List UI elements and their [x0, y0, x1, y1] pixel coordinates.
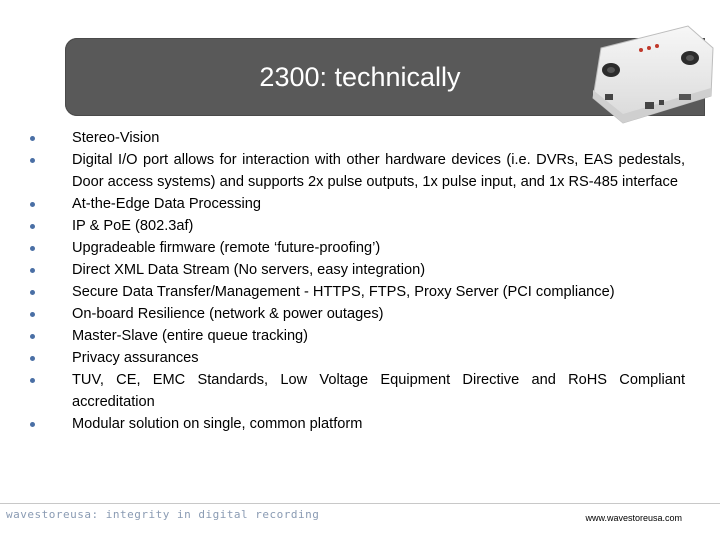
bullet-icon [30, 378, 35, 383]
list-item: Upgradeable firmware (remote ‘future-proofing’) [30, 237, 685, 259]
bullet-icon [30, 158, 35, 163]
feature-bullet-list [30, 127, 685, 435]
bullet-icon [30, 224, 35, 229]
list-item: At-the-Edge Data Processing [30, 193, 685, 215]
list-item: Secure Data Transfer/Management - HTTPS, FTPS, Proxy Server (PCI compliance) [30, 281, 685, 303]
list-item: TUV, CE, EMC Standards, Low Voltage Equipment Directive and RoHS Compliant accreditation [30, 369, 685, 413]
list-item: Master-Slave (entire queue tracking) [30, 325, 685, 347]
footer-logo [6, 508, 319, 521]
bullet-icon [30, 356, 35, 361]
bullet-icon [30, 136, 35, 141]
list-item: Privacy assurances [30, 347, 685, 369]
footer-divider [0, 503, 720, 504]
stereo-camera-device-image [583, 18, 718, 130]
list-item: Modular solution on single, common platform [30, 413, 685, 435]
list-item: Digital I/O port allows for interaction with other hardware devices (i.e. DVRs, EAS pedestals, Door access systems) and supports 2x pulse outputs, 1x pulse input, and 1x RS-485 interface [30, 149, 685, 193]
bullet-icon [30, 246, 35, 251]
footer-brand: wavestoreusa [6, 508, 92, 521]
footer-url: www.wavestoreusa.com [585, 513, 682, 523]
footer-tagline: : integrity in digital recording [91, 508, 320, 521]
list-item: Direct XML Data Stream (No servers, easy integration) [30, 259, 685, 281]
bullet-icon [30, 268, 35, 273]
list-item: Stereo-Vision [30, 127, 685, 149]
bullet-icon [30, 334, 35, 339]
slide-title: 2300: technically [259, 61, 461, 92]
bullet-icon [30, 312, 35, 317]
bullet-icon [30, 202, 35, 207]
list-item: IP & PoE (802.3af) [30, 215, 685, 237]
bullet-icon [30, 290, 35, 295]
list-item: On-board Resilience (network & power outages) [30, 303, 685, 325]
bullet-icon [30, 422, 35, 427]
